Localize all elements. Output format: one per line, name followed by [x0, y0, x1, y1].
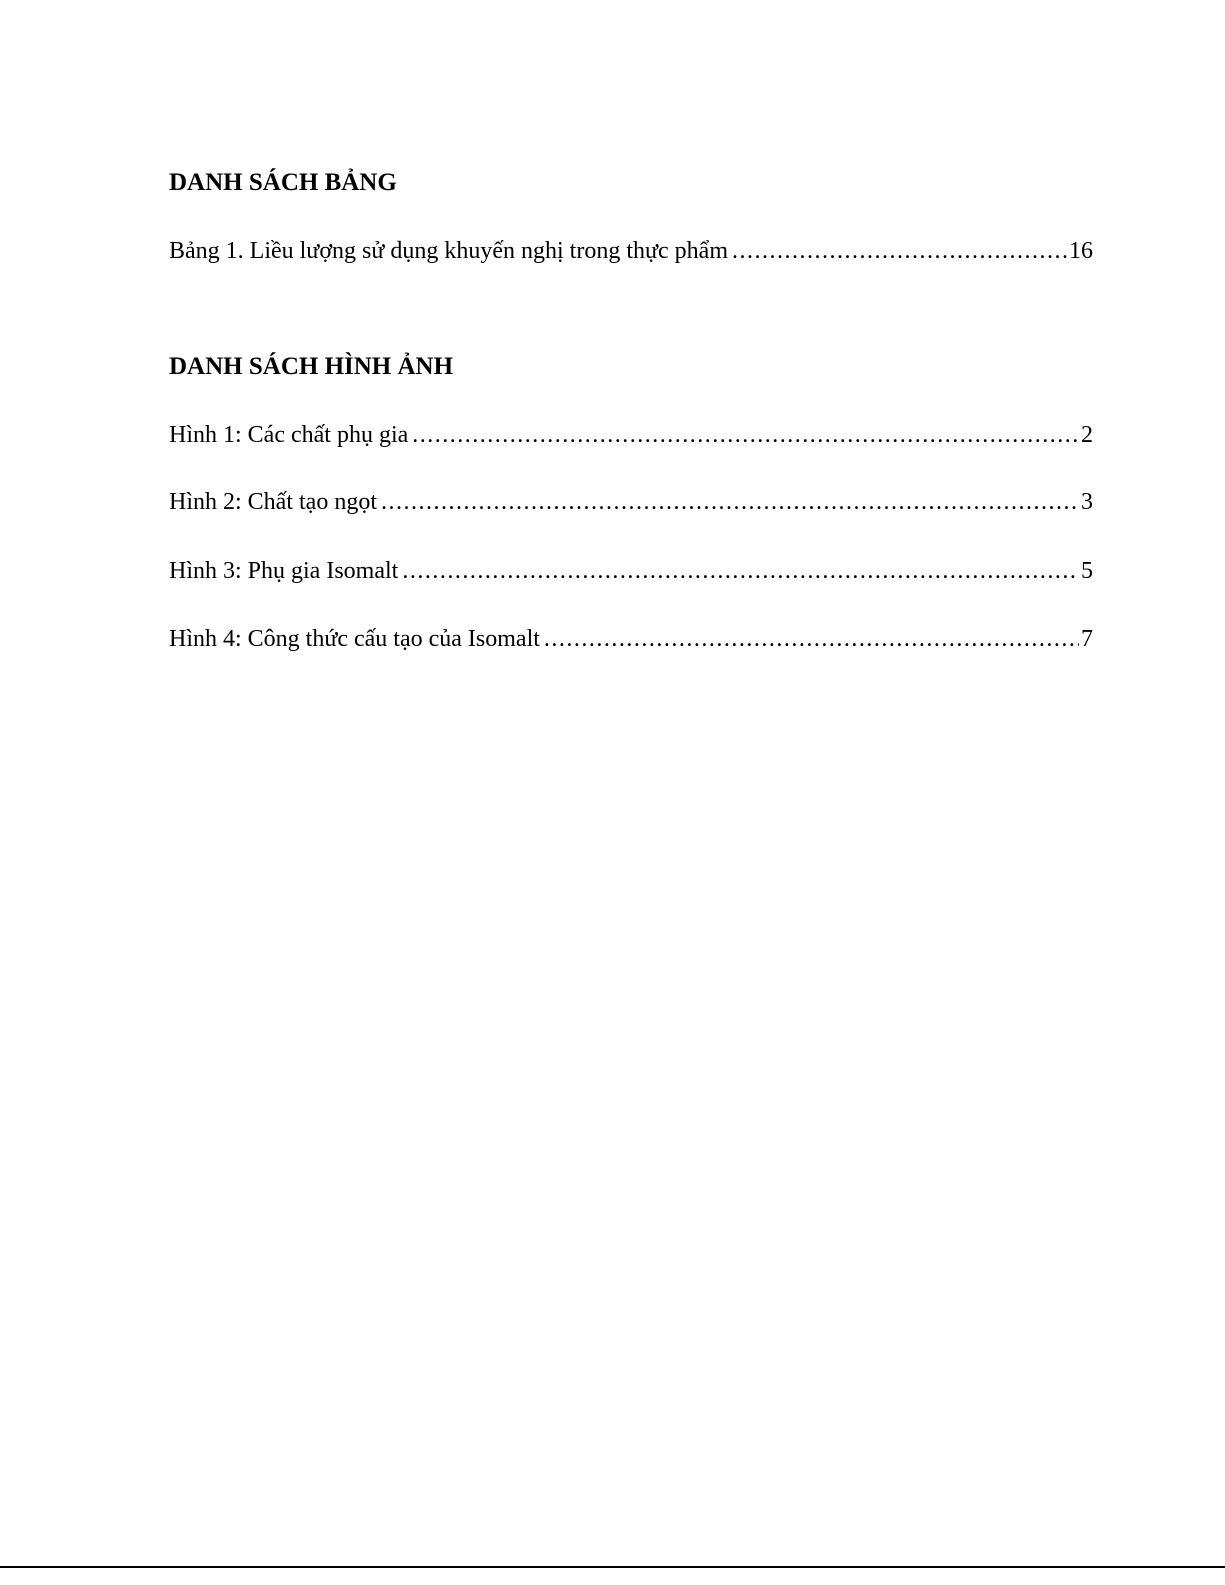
toc-entry-table-1[interactable]: [169, 236, 1093, 266]
toc-dot-leader: [412, 420, 1079, 450]
toc-entry-label: Hình 2: Chất tạo ngọt: [169, 489, 377, 515]
figures-list-heading: DANH SÁCH HÌNH ẢNH: [169, 353, 454, 380]
tables-list-heading: DANH SÁCH BẢNG: [169, 169, 397, 196]
toc-dot-leader: [732, 236, 1067, 266]
toc-entry-figure-3[interactable]: [169, 556, 1093, 586]
toc-entry-label: Hình 4: Công thức cấu tạo của Isomalt: [169, 626, 540, 652]
toc-page-number: 7: [1081, 626, 1093, 652]
toc-entry-label: Hình 1: Các chất phụ gia: [169, 422, 409, 448]
toc-page-number: 5: [1081, 558, 1093, 584]
toc-entry-figure-1[interactable]: [169, 420, 1093, 450]
toc-dot-leader: [544, 624, 1079, 654]
toc-entry-figure-2[interactable]: [169, 487, 1093, 517]
toc-entry-label: Hình 3: Phụ gia Isomalt: [169, 558, 399, 584]
toc-dot-leader: [381, 487, 1079, 517]
toc-page-number: 2: [1081, 422, 1093, 448]
page-bottom-border: [0, 1566, 1225, 1568]
toc-page-number: 3: [1081, 489, 1093, 515]
toc-dot-leader: [402, 556, 1079, 586]
toc-entry-label: Bảng 1. Liều lượng sử dụng khuyến nghị trong thực phẩm: [169, 238, 728, 264]
toc-entry-figure-4[interactable]: [169, 624, 1093, 654]
toc-page-number: 16: [1069, 238, 1093, 264]
